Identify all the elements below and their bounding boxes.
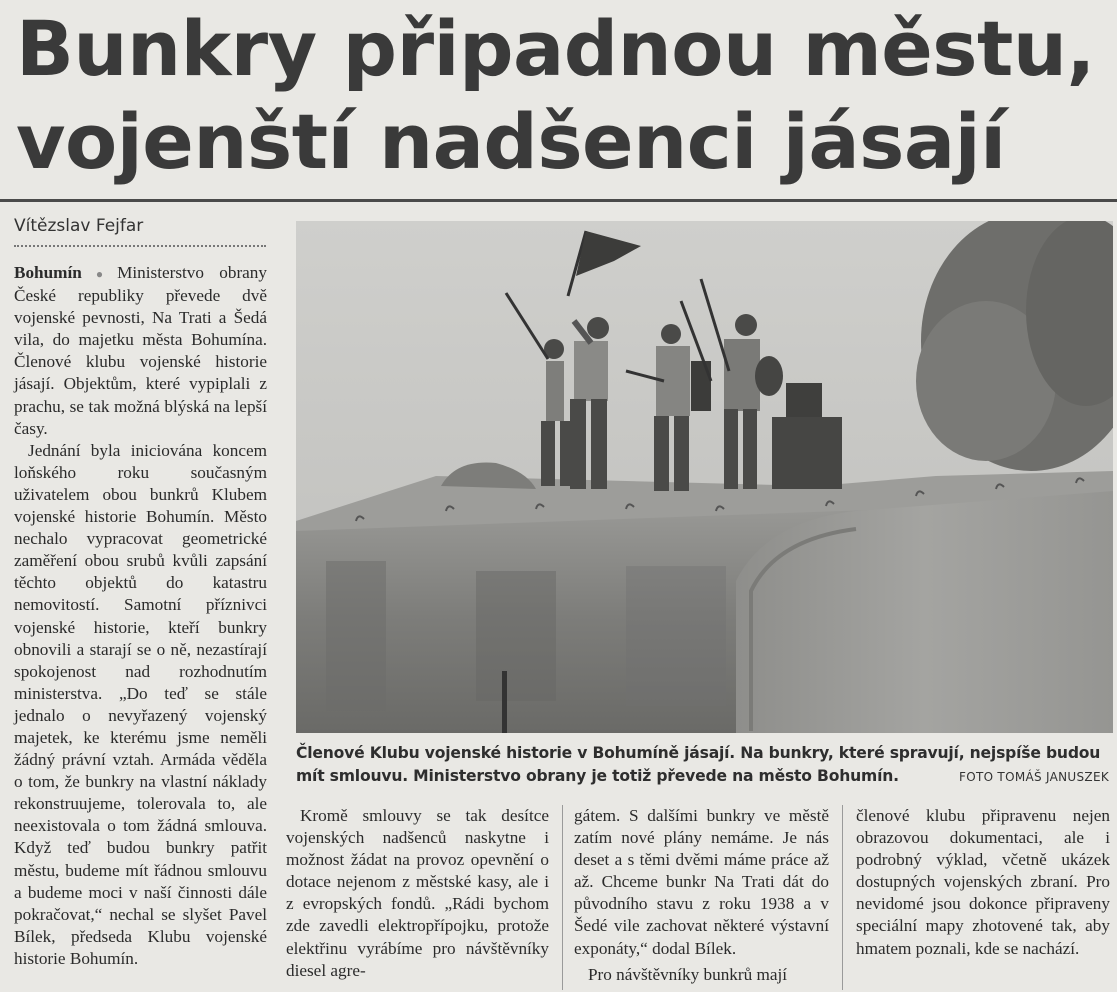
headline-rule — [0, 199, 1117, 202]
byline-divider — [14, 245, 266, 247]
article-column-2 — [286, 805, 549, 982]
article-photo — [296, 221, 1113, 733]
bullet-icon: ● — [84, 267, 115, 281]
paragraph-2: Jednání byla iniciována koncem loňského roku současným uživatelem obou bunkrů Klubem vojenské historie Bohumín. Město nechalo vypracovat geometrické zaměření obou srubů kvůli zapsání těchto objektů do katastru nemovitostí. Samotní příznivci vojenské historie, kteří bunkry obnovili a starají se o ně, nezastírají spokojenost nad rozhodnutím ministerstva. „Do teď se stále jednalo o nevyřazený vojenský majetek, ke kterému jsme neměli žádný právní vztah. Armáda věděla o tom, že bunkry na vlastní náklady rekonstruujeme, tolerovala to, ale neexistovala o tom žádná smlouva. Když teď budou bunkry patřit městu, budeme mít řádnou smlouvu a budeme moci v naší činnosti dále pokračovat,“ nechal se slyšet Pavel Bílek, předseda Klubu vojenské historie Bohumín. — [14, 440, 267, 968]
column-separator — [842, 805, 843, 990]
headline-line-1: Bunkry připadnou městu, — [16, 4, 1095, 93]
photo-credit: FOTO TOMÁŠ JANUSZEK — [959, 770, 1109, 784]
photo-caption: Členové Klubu vojenské historie v Bohumíně jásají. Na bunkry, které spravují, nejspíše budou mít smlouvu. Ministerstvo obrany je totiž převede na město Bohumín. — [296, 744, 1101, 785]
headline — [16, 2, 1111, 188]
dateline: Bohumín — [14, 263, 82, 282]
headline-line-2: vojenští nadšenci jásají — [16, 97, 1006, 186]
column-separator — [562, 805, 563, 990]
byline: Vítězslav Fejfar — [14, 216, 144, 236]
article-column-1 — [14, 262, 267, 970]
soldiers-on-bunker-image — [296, 221, 1113, 733]
article-column-4 — [856, 805, 1110, 960]
article-column-3 — [574, 805, 829, 986]
column-3-text-2: Pro návštěvníky bunkrů mají — [588, 964, 788, 984]
column-3-text: gátem. S dalšími bunkry ve městě zatím nové plány nemáme. Je nás deset a s těmi dvěmi máme práce až až. Chceme bunkr Na Trati dát do původního stavu z roku 1938 a v Šedé vile zachovat některé výstavní exponáty,“ dodal Bílek. — [574, 806, 829, 958]
column-2-text: Kromě smlouvy se tak desítce vojenských nadšenců naskytne i možnost žádat na provoz opevnění o dotace nejenom z městské kasy, ale i z evropských fondů. „Rádi bychom zde zavedli elektropřípojku, protože elektřinu vyrábíme pro návštěvníky diesel agre- — [286, 806, 549, 980]
lead-paragraph — [14, 262, 267, 440]
column-4-text: členové klubu připravenu nejen obrazovou dokumentaci, ale i podrobný výklad, včetně ukázek dostupných vojenských zbraní. Pro nevidomé jsou dokonce připraveny speciální mapy zhotovené tak, aby hmatem poznali, kde se nachází. — [856, 806, 1110, 958]
lead-text: Ministerstvo obrany České republiky převede dvě vojenské pevnosti, Na Trati a Šedá vila, do majetku města Bohumína. Členové klubu vojenské historie jásají. Objektům, které vypiplali z prachu, se tak možná blýská na lepší časy. — [14, 263, 267, 438]
